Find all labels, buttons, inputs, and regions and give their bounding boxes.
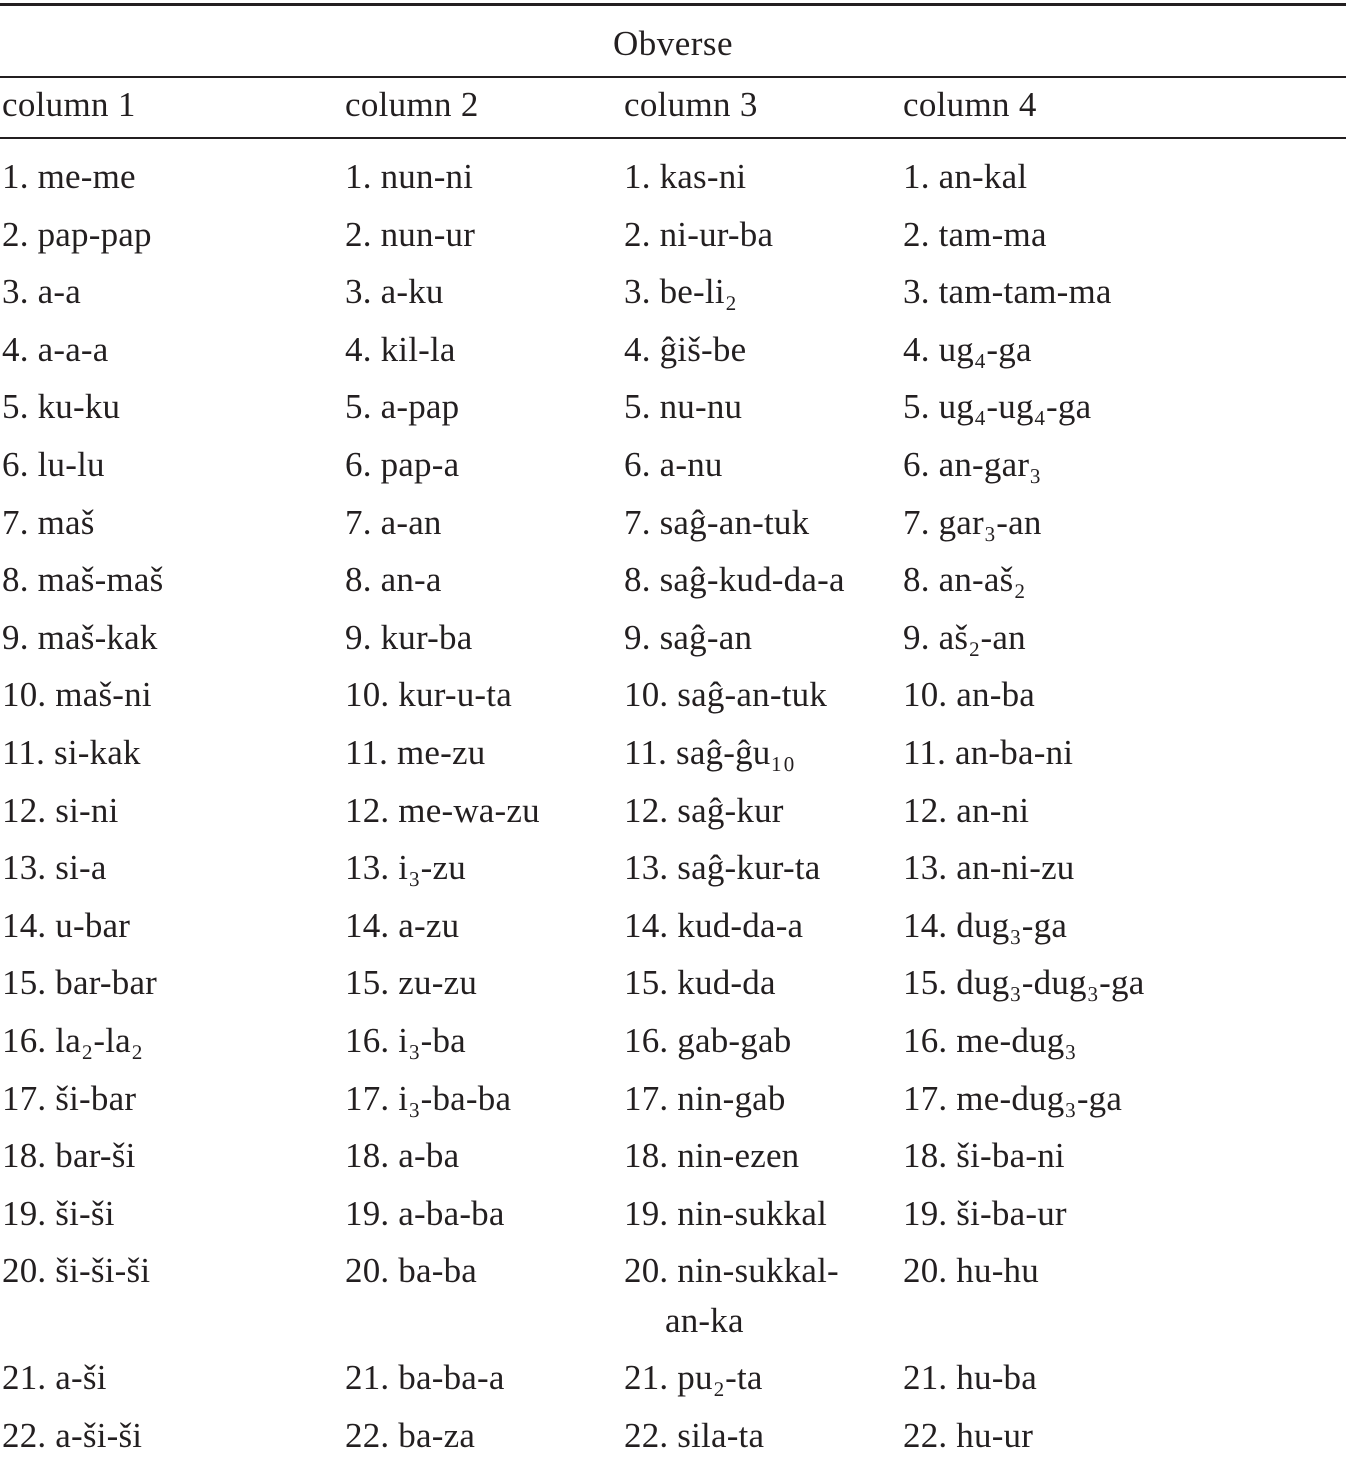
entry-row: [624, 385, 845, 443]
entry-row: [624, 558, 845, 616]
entry-text: 10. saĝ-an-tuk: [624, 675, 828, 715]
entry-row: [624, 443, 845, 501]
entry-row: [2, 961, 163, 1019]
entry-text: 5. nu-nu: [624, 387, 743, 427]
entry-row: [345, 385, 540, 443]
entry-row: [345, 616, 540, 674]
entry-text: 18. nin-ezen: [624, 1136, 800, 1176]
entry-text: 5. ku-ku: [2, 387, 121, 427]
entry-text: 20. hu-hu: [903, 1251, 1039, 1291]
entry-text: 1. an-kal: [903, 157, 1028, 196]
entry-text: 15. zu-zu: [345, 963, 478, 1003]
entry-row: [903, 385, 1144, 443]
entry-row: [345, 1019, 540, 1077]
entry-text: 13. i₃-zu: [345, 848, 466, 888]
entry-text: 6. a-nu: [624, 444, 723, 484]
entry-row: [2, 673, 163, 731]
entry-text: 12. saĝ-kur: [624, 790, 784, 830]
entry-row: [345, 213, 540, 271]
entry-text: 19. nin-sukkal: [624, 1193, 828, 1233]
entry-text: 5. ug₄-ug₄-ga: [903, 387, 1092, 427]
entry-text: 8. maš-maš: [2, 560, 164, 600]
entry-row: [624, 501, 845, 559]
entry-text: 11. si-kak: [2, 732, 141, 772]
entry-row: [903, 789, 1144, 847]
entry-row: [624, 155, 845, 213]
entry-text: 13. saĝ-kur-ta: [624, 848, 821, 888]
entry-text: 6. pap-a: [345, 444, 460, 484]
entry-text: 22. a-ši-ši: [2, 1415, 143, 1455]
entry-text: 19. a-ba-ba: [345, 1193, 505, 1233]
entry-text: 21. pu₂-ta: [624, 1358, 763, 1398]
entry-row: [903, 904, 1144, 962]
entry-text: 2. ni-ur-ba: [624, 214, 774, 254]
entry-row: [903, 731, 1144, 789]
entry-text: 1. me-me: [2, 157, 136, 196]
entry-text: 10. kur-u-ta: [345, 675, 512, 715]
entry-text: 17. me-dug₃-ga: [903, 1078, 1123, 1118]
entry-row: [624, 1077, 845, 1135]
entry-row: [2, 731, 163, 789]
entry-row: [345, 155, 540, 213]
entry-row: [345, 1356, 540, 1414]
entry-text: 10. maš-ni: [2, 675, 152, 715]
entry-text: 14. dug₃-ga: [903, 905, 1068, 945]
entry-row: [2, 1356, 163, 1414]
entry-text: 14. a-zu: [345, 905, 460, 945]
entry-text: 18. a-ba: [345, 1136, 460, 1176]
entry-row: [345, 1414, 540, 1471]
entry-text: 22. hu-ur: [903, 1415, 1034, 1455]
entry-text: 21. a-ši: [2, 1358, 107, 1398]
entry-row: [624, 1356, 845, 1414]
entry-text: 16. i₃-ba: [345, 1020, 466, 1060]
entry-text: 21. hu-ba: [903, 1358, 1037, 1398]
entry-row: [903, 270, 1144, 328]
entry-text: 8. an-aš₂: [903, 560, 1026, 600]
entry-row: [903, 328, 1144, 386]
entry-row: [2, 846, 163, 904]
entry-row: [345, 1134, 540, 1192]
entry-row: [345, 1249, 540, 1356]
column-1-header: column 1: [2, 85, 136, 124]
entry-row: [903, 961, 1144, 1019]
entry-text: 17. i₃-ba-ba: [345, 1078, 512, 1118]
entry-row: [624, 616, 845, 674]
column-3-header: column 3: [624, 85, 758, 124]
entry-row: [345, 443, 540, 501]
entry-row: [903, 1249, 1144, 1356]
column-2-header: column 2: [345, 85, 479, 124]
column-2-list: [345, 155, 540, 1471]
entry-text: 12. me-wa-zu: [345, 790, 540, 830]
entry-row: [345, 961, 540, 1019]
entry-row: [345, 904, 540, 962]
entry-text: 10. an-ba: [903, 675, 1036, 715]
entry-text: 3. a-a: [2, 272, 81, 312]
entry-row: [903, 1077, 1144, 1135]
entry-row: [903, 1414, 1144, 1471]
entry-text: 9. maš-kak: [2, 617, 158, 657]
entry-continuation: an-ka: [665, 1301, 744, 1341]
section-title: Obverse: [612, 24, 734, 63]
entry-text: 4. ĝiš-be: [624, 329, 747, 369]
entry-text: 20. ši-ši-ši: [2, 1251, 151, 1291]
entry-row: [624, 213, 845, 271]
entry-text: 3. be-li₂: [624, 272, 738, 312]
entry-text: 21. ba-ba-a: [345, 1358, 505, 1398]
title-rule: [0, 76, 1346, 78]
entry-row: [345, 731, 540, 789]
entry-row: [903, 846, 1144, 904]
entry-row: [2, 443, 163, 501]
entry-text: 4. a-a-a: [2, 329, 109, 369]
entry-row: [903, 673, 1144, 731]
column-1-list: [2, 155, 163, 1471]
top-rule: [0, 3, 1346, 6]
entry-row: [903, 155, 1144, 213]
entry-text: 7. a-an: [345, 502, 442, 542]
entry-row: [2, 1192, 163, 1250]
entry-row: [624, 961, 845, 1019]
entry-text: 16. gab-gab: [624, 1020, 792, 1060]
entry-text: 16. me-dug₃: [903, 1020, 1077, 1060]
entry-text: 22. ba-za: [345, 1415, 476, 1455]
entry-row: [903, 1019, 1144, 1077]
entry-text: 15. kud-da: [624, 963, 776, 1003]
entry-text: 13. an-ni-zu: [903, 848, 1075, 888]
entry-text: 9. aš₂-an: [903, 617, 1026, 657]
entry-text: 4. kil-la: [345, 329, 456, 369]
entry-row: [2, 270, 163, 328]
entry-row: [2, 328, 163, 386]
entry-row: [345, 1077, 540, 1135]
entry-row: [903, 1192, 1144, 1250]
entry-text: 3. a-ku: [345, 272, 444, 312]
entry-row: [2, 1077, 163, 1135]
entry-text: 2. nun-ur: [345, 214, 476, 254]
entry-text: 13. si-a: [2, 848, 107, 888]
entry-row: [624, 789, 845, 847]
entry-row: [2, 1019, 163, 1077]
entry-row: [624, 904, 845, 962]
entry-row: [345, 1192, 540, 1250]
entry-text: 20. ba-ba: [345, 1251, 478, 1291]
entry-text: 20. nin-sukkal-: [624, 1251, 839, 1291]
entry-row: [624, 673, 845, 731]
entry-row: [2, 1414, 163, 1471]
entry-text: 8. an-a: [345, 560, 442, 600]
entry-text: 17. ši-bar: [2, 1078, 137, 1118]
column-3-list: [624, 155, 845, 1471]
entry-text: 17. nin-gab: [624, 1078, 786, 1118]
entry-row: [345, 328, 540, 386]
entry-row: [624, 1134, 845, 1192]
entry-row: [2, 558, 163, 616]
entry-row: [2, 616, 163, 674]
entry-row: [2, 385, 163, 443]
entry-text: 7. saĝ-an-tuk: [624, 502, 810, 542]
entry-row: [2, 155, 163, 213]
entry-row: [903, 443, 1144, 501]
entry-text: 14. u-bar: [2, 905, 131, 945]
entry-row: [2, 789, 163, 847]
entry-text: 2. tam-ma: [903, 214, 1047, 254]
entry-row: [345, 673, 540, 731]
entry-text: 4. ug₄-ga: [903, 329, 1032, 369]
entry-row: [624, 1192, 845, 1250]
entry-row: [2, 1134, 163, 1192]
entry-text: 16. la₂-la₂: [2, 1020, 144, 1060]
entry-row: [903, 616, 1144, 674]
entry-text: 5. a-pap: [345, 387, 460, 427]
entry-text: 22. sila-ta: [624, 1415, 765, 1455]
entry-row: [345, 501, 540, 559]
entry-text: 6. lu-lu: [2, 444, 105, 484]
entry-text: 14. kud-da-a: [624, 905, 804, 945]
entry-text: 11. saĝ-ĝu₁₀: [624, 732, 796, 772]
entry-row: [624, 846, 845, 904]
entry-row: [624, 1019, 845, 1077]
entry-text: 1. kas-ni: [624, 157, 747, 196]
entry-text: 19. ši-ši: [2, 1193, 115, 1233]
entry-row: [903, 558, 1144, 616]
entry-text: 8. saĝ-kud-da-a: [624, 560, 845, 600]
entry-text: 1. nun-ni: [345, 157, 474, 196]
entry-text: 3. tam-tam-ma: [903, 272, 1112, 312]
entry-row: [2, 501, 163, 559]
entry-row: [903, 1134, 1144, 1192]
column-4-list: [903, 155, 1144, 1471]
entry-text: 12. an-ni: [903, 790, 1030, 830]
entry-text: 19. ši-ba-ur: [903, 1193, 1067, 1233]
entry-text: 15. dug₃-dug₃-ga: [903, 963, 1145, 1003]
entry-text: 6. an-gar₃: [903, 444, 1042, 484]
entry-text: 18. ši-ba-ni: [903, 1136, 1065, 1176]
entry-text: 9. saĝ-an: [624, 617, 753, 657]
entry-text: 7. gar₃-an: [903, 502, 1042, 542]
entry-row: [903, 1356, 1144, 1414]
entry-row: [2, 213, 163, 271]
entry-text: 2. pap-pap: [2, 214, 152, 254]
entry-row: [624, 270, 845, 328]
entry-row: [624, 1249, 845, 1356]
entry-text: 11. an-ba-ni: [903, 732, 1074, 772]
entry-text: 18. bar-ši: [2, 1136, 136, 1176]
entry-row: [345, 558, 540, 616]
entry-text: 15. bar-bar: [2, 963, 158, 1003]
entry-row: [345, 789, 540, 847]
header-rule: [0, 137, 1346, 139]
entry-row: [2, 1249, 163, 1356]
entry-text: 11. me-zu: [345, 732, 486, 772]
entry-row: [624, 1414, 845, 1471]
entry-text: 9. kur-ba: [345, 617, 473, 657]
entry-row: [903, 213, 1144, 271]
entry-row: [345, 270, 540, 328]
entry-row: [624, 731, 845, 789]
entry-row: [624, 328, 845, 386]
entry-text: 12. si-ni: [2, 790, 119, 830]
entry-row: [345, 846, 540, 904]
entry-row: [903, 501, 1144, 559]
column-4-header: column 4: [903, 85, 1037, 124]
entry-text: 7. maš: [2, 502, 95, 542]
entry-row: [2, 904, 163, 962]
